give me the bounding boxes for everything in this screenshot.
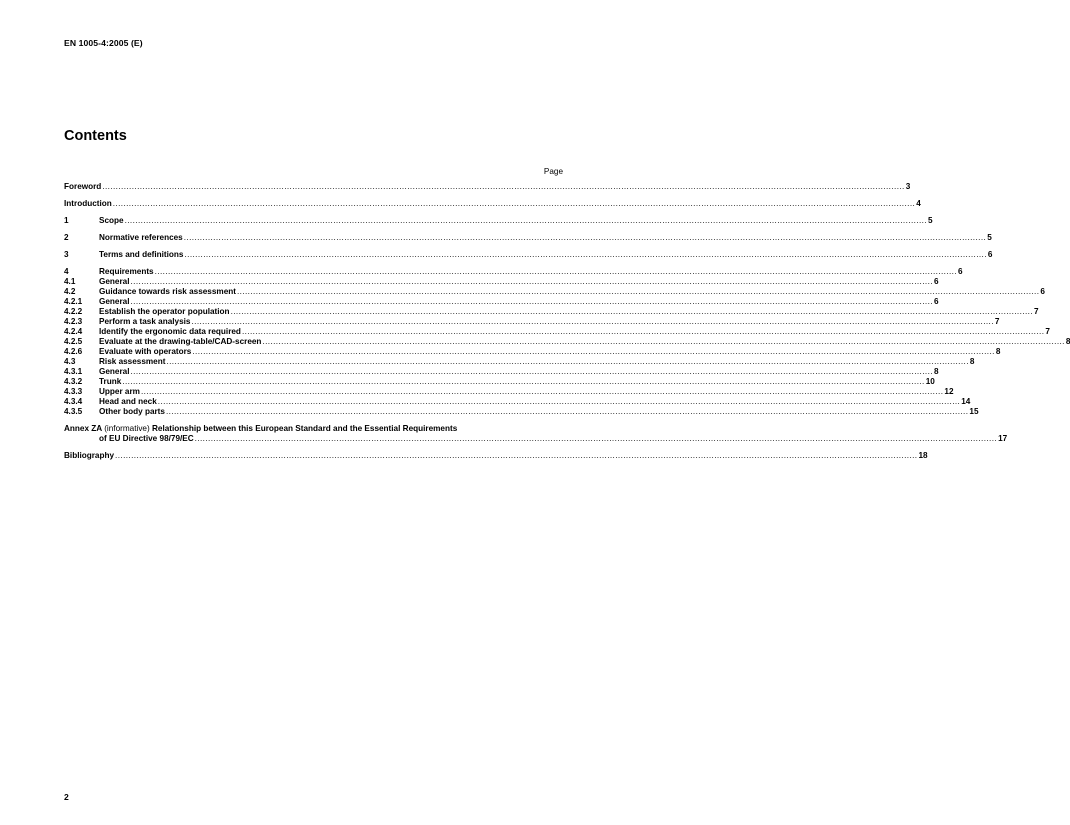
dot-leader: ............................................................................................................................................................................................................................................................................................................ [122, 377, 925, 386]
toc-entry-number: 4.2.3 [64, 317, 83, 326]
toc-entry[interactable] [64, 297, 939, 307]
dot-leader: ............................................................................................................................................................................................................................................................................................................ [262, 337, 1065, 346]
toc-entry-number: 4.3.3 [64, 387, 83, 396]
toc-entry-page: 6 [1040, 287, 1045, 296]
toc-entry[interactable] [64, 407, 979, 417]
dot-leader: ............................................................................................................................................................................................................................................................................................................ [130, 297, 933, 306]
toc-entry[interactable] [64, 216, 933, 226]
dot-leader: ............................................................................................................................................................................................................................................................................................................ [230, 307, 1033, 316]
toc-entry[interactable] [64, 199, 921, 209]
toc-entry[interactable] [64, 367, 939, 377]
annex-label: Annex ZA [64, 424, 102, 433]
toc-entry[interactable] [64, 397, 971, 407]
toc-entry-page: 7 [1034, 307, 1039, 316]
toc-entry-page: 6 [933, 277, 939, 286]
toc-entry-number: 4 [64, 267, 69, 276]
dot-leader: ............................................................................................................................................................................................................................................................................................................ [102, 182, 905, 191]
dot-leader: ............................................................................................................................................................................................................................................................................................................ [115, 451, 918, 460]
toc-entry-page: 8 [933, 367, 939, 376]
dot-leader: ............................................................................................................................................................................................................................................................................................................ [140, 387, 944, 396]
toc-entry-number: 1 [64, 216, 69, 225]
toc-entry-page: 6 [958, 267, 963, 276]
toc-entry-number: 4.3.1 [64, 367, 83, 376]
toc-entry-text: Foreword [64, 182, 102, 191]
toc-bibliography-entry[interactable] [64, 451, 928, 461]
toc-entry-page: 6 [987, 250, 993, 259]
dot-leader: ............................................................................................................................................................................................................................................................................................................ [157, 397, 961, 406]
toc-entry-number: 4.3 [64, 357, 76, 366]
toc-entry-text: Trunk [99, 377, 122, 386]
toc-entry-page: 14 [961, 397, 971, 406]
dot-leader: ............................................................................................................................................................................................................................................................................................................ [166, 357, 969, 366]
toc-entry-page: 8 [995, 347, 1001, 356]
toc-entry-number: 4.3.2 [64, 377, 83, 386]
toc-entry[interactable] [64, 277, 939, 287]
toc-entry-page: 8 [969, 357, 975, 366]
toc-entry-text: Identify the ergonomic data required [99, 327, 241, 336]
toc-entry-number: 4.2.1 [64, 297, 83, 306]
toc-entry-page: 7 [994, 317, 1000, 326]
toc-entry-page: 4 [916, 199, 921, 208]
toc-entry-text: Terms and definitions [99, 250, 184, 259]
toc-entry[interactable] [64, 182, 911, 192]
toc-entry-number: 4.2.6 [64, 347, 83, 356]
annex-line-2 [64, 434, 1008, 444]
contents-title: Contents [64, 128, 127, 144]
toc-entry-text: General [99, 297, 130, 306]
toc-entry-page: 7 [1045, 327, 1050, 336]
footer-page-number: 2 [64, 792, 69, 802]
dot-leader: ............................................................................................................................................................................................................................................................................................................ [183, 233, 987, 242]
dot-leader: ............................................................................................................................................................................................................................................................................................................ [112, 199, 916, 208]
toc-entry-text: General [99, 277, 130, 286]
document-id-header: EN 1005-4:2005 (E) [64, 38, 143, 48]
dot-leader: ............................................................................................................................................................................................................................................................................................................ [154, 267, 958, 276]
toc-entry-number: 4.2.4 [64, 327, 83, 336]
annex-page: 17 [998, 434, 1008, 443]
toc-entry[interactable] [64, 387, 954, 397]
toc-entry-text: Requirements [99, 267, 154, 276]
bibliography-page: 18 [918, 451, 928, 460]
toc-entry[interactable] [64, 327, 1050, 337]
toc-entry-number: 4.3.4 [64, 397, 83, 406]
toc-entry-number: 2 [64, 233, 69, 242]
bibliography-text: Bibliography [64, 451, 115, 460]
toc-entry-number: 4.2.5 [64, 337, 83, 346]
toc-entry-text: Guidance towards risk assessment [99, 287, 236, 296]
dot-leader: ............................................................................................................................................................................................................................................................................................................ [124, 216, 928, 225]
dot-leader: ............................................................................................................................................................................................................................................................................................................ [130, 277, 933, 286]
toc-entry[interactable] [64, 317, 1000, 327]
toc-entry-text: Head and neck [99, 397, 157, 406]
dot-leader: ............................................................................................................................................................................................................................................................................................................ [191, 317, 994, 326]
annex-informative: (informative) [104, 424, 150, 433]
toc-entry-text: Scope [99, 216, 124, 225]
toc-entry[interactable] [64, 377, 935, 387]
toc-entry-text: Establish the operator population [99, 307, 230, 316]
toc-entry[interactable] [64, 250, 993, 260]
dot-leader: ............................................................................................................................................................................................................................................................................................................ [184, 250, 987, 259]
toc-entry-page: 15 [969, 407, 979, 416]
annex-title-line-1: Relationship between this European Standard and the Essential Requirements [151, 424, 458, 433]
dot-leader: ............................................................................................................................................................................................................................................................................................................ [165, 407, 969, 416]
toc-entry-page: 12 [944, 387, 954, 396]
annex-line-1 [64, 424, 563, 434]
toc-entry-text: General [99, 367, 130, 376]
page-column-label: Page [543, 167, 563, 176]
toc-entry-page: 8 [1065, 337, 1070, 346]
dot-leader: ............................................................................................................................................................................................................................................................................................................ [241, 327, 1045, 336]
toc-entry-text: Evaluate with operators [99, 347, 192, 356]
toc-annex-entry[interactable] [64, 424, 1008, 444]
toc-entry[interactable] [64, 233, 992, 243]
toc-entry-text: Risk assessment [99, 357, 166, 366]
annex-title-line-2: of EU Directive 98/79/EC [99, 434, 194, 443]
toc-entry[interactable] [64, 307, 1039, 317]
toc-entry-page: 5 [987, 233, 992, 242]
table-of-contents [64, 182, 1070, 461]
toc-entries [64, 182, 1070, 417]
toc-entry-text: Normative references [99, 233, 183, 242]
toc-entry-number: 4.1 [64, 277, 76, 286]
toc-entry-text: Upper arm [99, 387, 140, 396]
toc-entry-number: 4.3.5 [64, 407, 83, 416]
toc-entry-text: Introduction [64, 199, 112, 208]
toc-entry[interactable] [64, 347, 1001, 357]
toc-entry-number: 4.2 [64, 287, 76, 296]
toc-entry-page: 3 [905, 182, 911, 191]
dot-leader: ............................................................................................................................................................................................................................................................................................................ [130, 367, 933, 376]
toc-entry[interactable] [64, 267, 963, 277]
toc-entry-number: 4.2.2 [64, 307, 83, 316]
toc-entry-text: Perform a task analysis [99, 317, 191, 326]
dot-leader: ............................................................................................................................................................................................................................................................................................................ [194, 434, 998, 443]
dot-leader: ............................................................................................................................................................................................................................................................................................................ [236, 287, 1040, 296]
toc-entry-text: Other body parts [99, 407, 165, 416]
toc-entry[interactable] [64, 287, 1045, 297]
toc-entry[interactable] [64, 337, 1070, 347]
toc-entry-page: 5 [928, 216, 933, 225]
toc-entry-page: 10 [925, 377, 935, 386]
dot-leader: ............................................................................................................................................................................................................................................................................................................ [192, 347, 995, 356]
toc-entry-page: 6 [933, 297, 939, 306]
toc-entry-text: Evaluate at the drawing-table/CAD-screen [99, 337, 262, 346]
toc-entry-number: 3 [64, 250, 69, 259]
toc-entry[interactable] [64, 357, 975, 367]
